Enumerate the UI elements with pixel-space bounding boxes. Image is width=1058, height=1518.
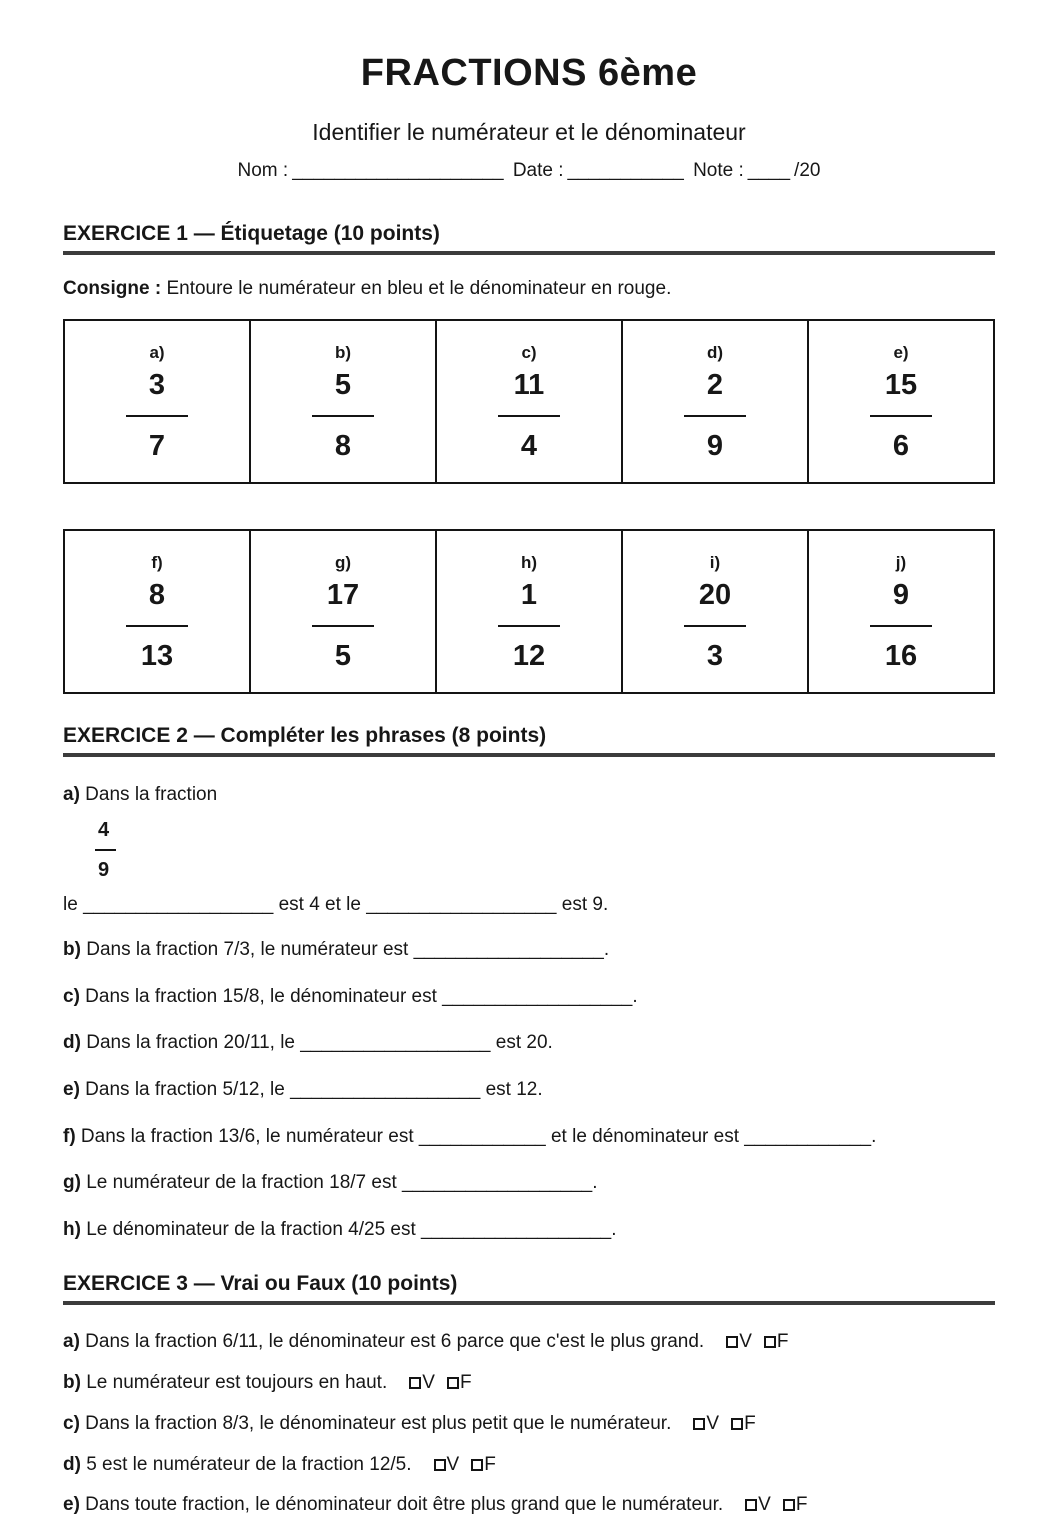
denominator: 9 [98,859,110,881]
numerator: 11 [513,368,545,401]
denominator: 9 [706,429,724,462]
checkbox-icon[interactable] [731,1418,743,1430]
checkbox-icon[interactable] [726,1336,738,1348]
item-text: Dans la fraction 20/11, le [80,1032,301,1054]
exercise2-item-a-intro [63,784,995,806]
item-text: . [592,1172,598,1194]
item-text: Le dénominateur de la fraction 4/25 est [80,1218,422,1240]
vrai-label: V [739,1331,752,1353]
fraction-label: i) [709,552,721,572]
denominator: 8 [334,429,352,462]
denominator: 16 [884,639,918,672]
item-text: Dans toute fraction, le dénominateur doit être plus grand que le numérateur. [79,1494,724,1516]
consigne-label: Consigne : [63,278,162,299]
faux-label: F [459,1372,472,1394]
item-label: e) [63,1494,80,1516]
item-text: Le numérateur est toujours en haut. [80,1372,388,1394]
checkbox-icon[interactable] [783,1499,795,1511]
item-text: Dans la fraction [79,784,218,805]
item-label: h) [63,1218,81,1240]
fraction-label: a) [149,342,165,362]
item-text: . [632,985,638,1007]
exercise3-item-b [63,1371,995,1396]
item-label: c) [63,1412,80,1434]
exercise2-item-d [63,1030,995,1056]
fraction-label: b) [334,342,352,362]
item-text: . [611,1218,617,1240]
denominator: 6 [892,429,910,462]
denominator: 5 [334,639,352,672]
fraction-cell-i [622,530,808,693]
fraction-label: j) [895,552,907,572]
inline-fraction [95,820,135,880]
checkbox-icon[interactable] [471,1459,483,1471]
checkbox-vrai[interactable] [693,1412,719,1437]
numerator: 4 [98,819,110,841]
item-text: est 12. [480,1078,543,1100]
sentence-text: est 9. [556,894,609,915]
note-label: Note : [693,160,744,181]
item-text: Le numérateur de la fraction 18/7 est [80,1172,403,1194]
item-text: Dans la fraction 5/12, le [79,1078,291,1100]
item-text: Dans la fraction 13/6, le numérateur est [75,1125,419,1147]
blank-field[interactable]: __________________ [402,1172,593,1194]
numerator: 15 [884,368,918,401]
vrai-label: V [758,1494,771,1516]
item-label: d) [63,1453,81,1475]
note-total: /20 [794,160,821,181]
item-text: Dans la fraction 8/3, le dénominateur est plus petit que le numérateur. [79,1412,672,1434]
fraction-label: c) [521,342,537,362]
vf-choice-group [733,1494,807,1515]
fraction-bar [126,415,188,417]
item-text: Dans la fraction 6/11, le dénominateur est 6 parce que c'est le plus grand. [79,1331,705,1353]
identity-line [63,160,995,182]
fraction-bar [312,625,374,627]
item-label: b) [63,939,81,960]
fraction-bar [498,625,560,627]
sentence-text: est 4 et le [273,894,367,915]
denominator: 13 [140,639,174,672]
exercise1-heading: EXERCICE 1 — Étiquetage (10 points) [63,222,995,255]
item-label: e) [63,1078,80,1100]
fraction-table-2 [63,529,995,694]
exercise2-heading: EXERCICE 2 — Compléter les phrases (8 points) [63,724,995,757]
fraction-cell-d [622,320,808,483]
exercise2-item-g [63,1170,995,1196]
numerator: 2 [706,368,724,401]
numerator: 5 [334,368,352,401]
item-text: . [603,939,610,960]
fraction-cell-g [250,530,436,693]
fraction-bar [95,849,116,851]
numerator: 9 [892,578,910,611]
nom-blank-field[interactable]: ____________________ [292,160,504,181]
item-label: c) [63,985,80,1007]
checkbox-vrai[interactable] [434,1453,460,1478]
item-text: est 20. [490,1032,553,1054]
exercise2-item-b [63,937,995,963]
faux-label: F [744,1412,756,1434]
blank-field[interactable]: __________________ [300,1032,491,1054]
faux-label: F [484,1453,496,1475]
date-label: Date : [512,160,564,181]
exercise3-items [63,1330,995,1517]
numerator: 20 [698,578,732,611]
page-title: FRACTIONS 6ème [360,52,698,94]
fraction-cell-f [64,530,250,693]
exercise1-consigne [63,278,995,300]
fraction-bar [684,415,746,417]
fraction-bar [498,415,560,417]
page-subtitle: Identifier le numérateur et le dénominateur [312,119,746,145]
fraction-bar [870,415,932,417]
checkbox-icon[interactable] [434,1459,446,1471]
vrai-label: V [706,1412,720,1434]
checkbox-icon[interactable] [409,1377,421,1389]
blank-field[interactable]: __________________ [421,1218,612,1240]
item-text: Dans la fraction 15/8, le dénominateur est [79,985,443,1007]
fraction-table-1 [63,319,995,484]
checkbox-icon[interactable] [764,1336,776,1348]
date-blank-field[interactable]: ___________ [567,160,684,181]
exercise2-item-e [63,1077,995,1103]
item-label: b) [63,1372,81,1394]
numerator: 8 [148,578,166,611]
checkbox-vrai[interactable] [726,1330,752,1355]
vf-choice-group [422,1454,496,1475]
fraction-cell-e [808,320,994,483]
checkbox-faux[interactable] [471,1453,496,1478]
fraction-cell-j [808,530,994,693]
fraction-label: g) [334,552,352,572]
checkbox-faux[interactable] [731,1412,756,1437]
vf-choice-group [681,1413,755,1434]
item-label: d) [63,1032,81,1054]
vrai-label: V [446,1453,460,1475]
checkbox-faux[interactable] [764,1330,789,1355]
item-label: a) [63,784,80,805]
numerator: 17 [326,578,360,611]
checkbox-faux[interactable] [447,1371,472,1396]
denominator: 4 [520,429,538,462]
fraction-label: h) [520,552,538,572]
denominator: 7 [148,429,166,462]
consigne-text: Entoure le numérateur en bleu et le dénominateur en rouge. [161,278,672,299]
vf-choice-group [397,1372,471,1393]
exercise3-item-d [63,1453,995,1478]
checkbox-icon[interactable] [745,1499,757,1511]
fraction-cell-c [436,320,622,483]
faux-label: F [776,1331,789,1353]
fraction-label: f) [151,552,163,572]
fraction-cell-h [436,530,622,693]
blank-field[interactable]: ____________ [418,1125,546,1147]
exercise3-heading: EXERCICE 3 — Vrai ou Faux (10 points) [63,1272,995,1305]
blank-field[interactable]: __________________ [442,985,633,1007]
fraction-label: e) [893,342,909,362]
exercise3-item-c [63,1412,995,1437]
checkbox-icon[interactable] [693,1418,705,1430]
blank-field[interactable]: __________________ [413,939,604,960]
exercise2-item-a-sentence [63,894,995,916]
vf-choice-group [714,1331,788,1352]
item-label: f) [63,1125,76,1147]
item-label: a) [63,1331,80,1353]
exercise2-item-f [63,1124,995,1150]
nom-label: Nom : [237,160,289,181]
checkbox-icon[interactable] [447,1377,459,1389]
blank-field[interactable]: __________________ [290,1078,481,1100]
note-blank-field[interactable]: ____ [747,160,791,181]
item-text: 5 est le numérateur de la fraction 12/5. [80,1453,412,1475]
fraction-label: d) [706,342,724,362]
numerator: 3 [148,368,166,401]
blank-field[interactable]: __________________ [366,894,557,915]
sentence-text: le [63,894,84,915]
item-text: Dans la fraction 7/3, le numérateur est [80,939,414,960]
numerator: 1 [520,578,538,611]
vrai-label: V [422,1372,435,1394]
exercise3-item-a [63,1330,995,1355]
checkbox-vrai[interactable] [409,1371,435,1396]
exercise2-item-h [63,1217,995,1243]
item-label: g) [63,1172,81,1194]
fraction-cell-b [250,320,436,483]
fraction-bar [312,415,374,417]
item-text: et le dénominateur est [545,1125,745,1147]
item-text: . [871,1125,877,1147]
fraction-bar [126,625,188,627]
fraction-bar [870,625,932,627]
denominator: 12 [512,639,546,672]
fraction-cell-a [64,320,250,483]
blank-field[interactable]: __________________ [83,894,274,915]
blank-field[interactable]: ____________ [744,1125,872,1147]
denominator: 3 [706,639,724,672]
exercise2-item-c [63,984,995,1010]
fraction-bar [684,625,746,627]
faux-label: F [795,1494,808,1516]
